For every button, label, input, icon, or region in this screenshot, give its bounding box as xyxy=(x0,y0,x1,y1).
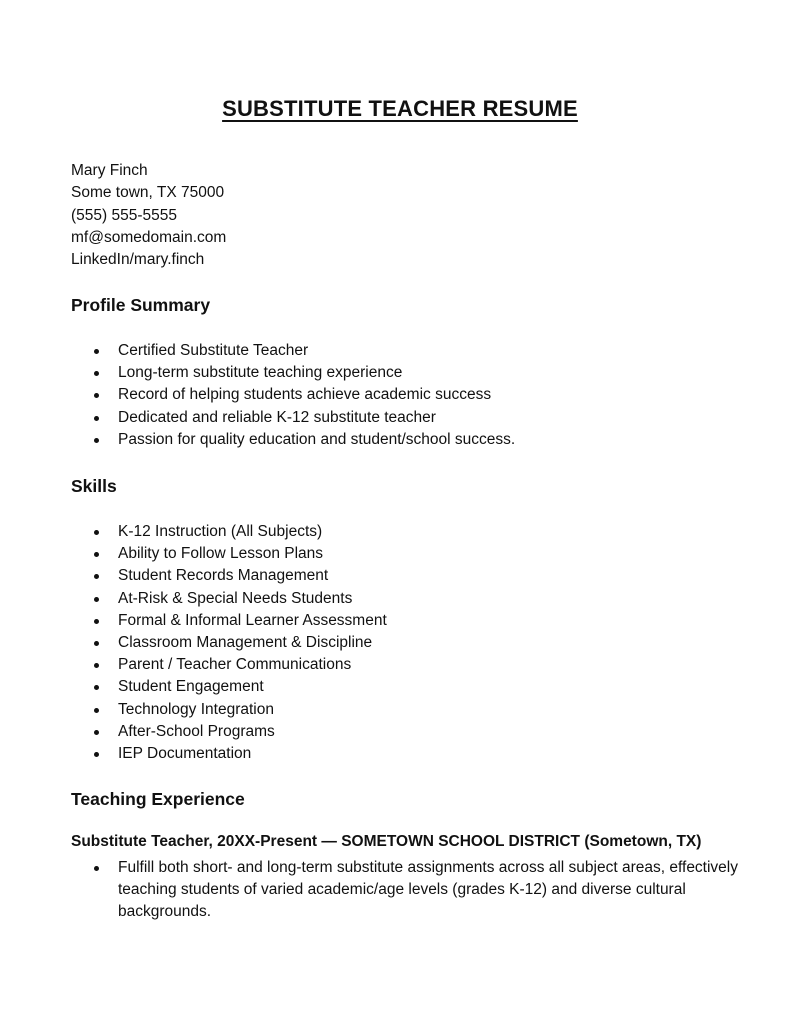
bullet-icon xyxy=(94,685,99,690)
list-item xyxy=(71,699,751,721)
skills-heading: Skills xyxy=(71,476,117,496)
bullet-icon xyxy=(94,752,99,757)
list-item-text: Technology Integration xyxy=(118,700,274,718)
list-item xyxy=(71,362,751,384)
list-item-text: K-12 Instruction (All Subjects) xyxy=(118,523,323,540)
bullet-icon xyxy=(94,619,99,624)
list-item-text: After-School Programs xyxy=(118,722,275,740)
list-item-text: Student Records Management xyxy=(118,567,329,585)
list-item-text: Student Engagement xyxy=(118,678,264,696)
contact-location: Some town, TX 75000 xyxy=(71,184,225,202)
list-item xyxy=(71,588,751,610)
bullet-icon xyxy=(94,641,99,646)
list-item-text: Classroom Management & Discipline xyxy=(118,634,373,652)
bullet-icon xyxy=(94,866,99,871)
profile-summary-heading: Profile Summary xyxy=(71,295,211,315)
bullet-icon xyxy=(94,597,99,602)
contact-name: Mary Finch xyxy=(71,162,148,179)
bullet-icon xyxy=(94,730,99,735)
bullet-icon xyxy=(94,530,99,535)
bullet-icon xyxy=(94,574,99,579)
list-item xyxy=(71,543,751,565)
list-item-text: Passion for quality education and student/school success. xyxy=(118,430,516,448)
list-item-text: Certified Substitute Teacher xyxy=(118,342,309,359)
list-item xyxy=(71,721,751,743)
contact-block xyxy=(71,160,671,271)
contact-linkedin: LinkedIn/mary.finch xyxy=(71,251,205,269)
list-item xyxy=(71,384,751,406)
job-bullets-list xyxy=(71,857,751,924)
skills-list xyxy=(71,521,751,765)
list-item xyxy=(71,340,751,362)
profile-summary-list xyxy=(71,340,751,451)
list-item xyxy=(71,429,751,451)
list-item-text: Dedicated and reliable K-12 substitute teacher xyxy=(118,408,436,426)
list-item-text: Formal & Informal Learner Assessment xyxy=(118,611,387,629)
bullet-icon xyxy=(94,438,99,443)
teaching-experience-heading: Teaching Experience xyxy=(71,789,245,809)
list-item-text: Record of helping students achieve academic success xyxy=(118,386,492,404)
contact-email: mf@somedomain.com xyxy=(71,228,227,246)
list-item xyxy=(71,632,751,654)
contact-phone: (555) 555-5555 xyxy=(71,206,177,224)
list-item-text: Fulfill both short- and long-term substitute assignments across all subject areas, effectively teaching students of varied academic/age levels (grades K-12) and diverse cultural backgrounds. xyxy=(118,859,738,921)
list-item xyxy=(71,654,751,676)
list-item-text: At-Risk & Special Needs Students xyxy=(118,589,353,607)
document-title: SUBSTITUTE TEACHER RESUME xyxy=(222,96,578,121)
bullet-icon xyxy=(94,371,99,376)
bullet-icon xyxy=(94,349,99,354)
job-title-line: Substitute Teacher, 20XX-Present — SOMETOWN SCHOOL DISTRICT (Sometown, TX) xyxy=(71,833,702,850)
bullet-icon xyxy=(94,552,99,557)
bullet-icon xyxy=(94,416,99,421)
list-item xyxy=(71,610,751,632)
bullet-icon xyxy=(94,708,99,713)
bullet-icon xyxy=(94,393,99,398)
list-item xyxy=(71,521,751,543)
list-item xyxy=(71,565,751,587)
list-item-text: Parent / Teacher Communications xyxy=(118,656,352,674)
list-item-text: IEP Documentation xyxy=(118,745,252,763)
list-item-text: Long-term substitute teaching experience xyxy=(118,364,403,382)
list-item-text: Ability to Follow Lesson Plans xyxy=(118,545,324,563)
list-item xyxy=(71,407,751,429)
list-item xyxy=(71,857,751,924)
bullet-icon xyxy=(94,663,99,668)
list-item xyxy=(71,743,751,765)
list-item xyxy=(71,676,751,698)
